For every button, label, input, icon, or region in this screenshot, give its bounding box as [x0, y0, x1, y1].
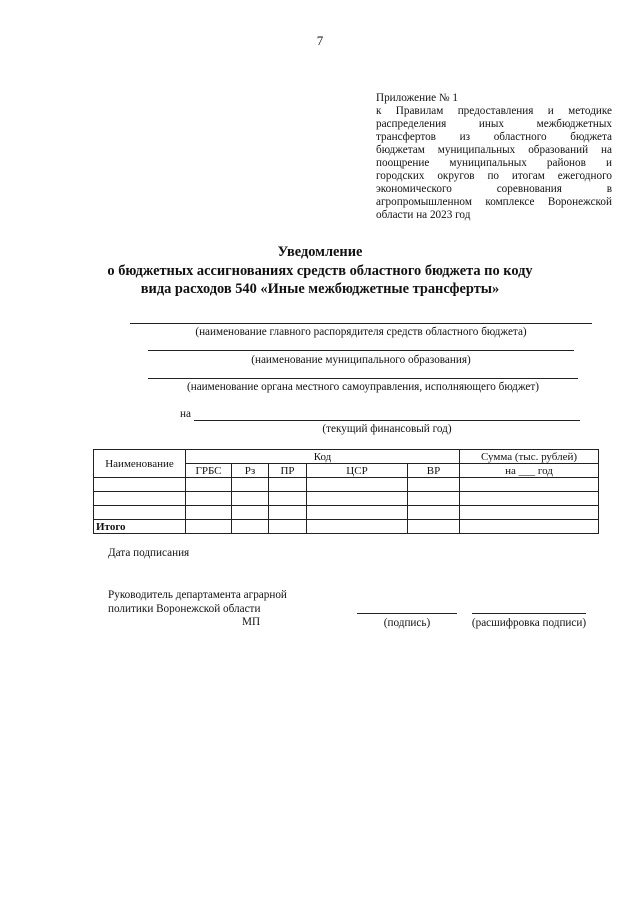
appendix-line: трансфертов из областного бюджета — [376, 131, 612, 143]
appendix-reference — [376, 92, 612, 222]
header-grbs: ГРБС — [186, 464, 232, 478]
header-name: Наименование — [94, 450, 186, 478]
head-title-line1: Руководитель департамента аграрной — [108, 589, 287, 601]
header-code: Код — [186, 450, 460, 464]
year-prefix: на — [180, 408, 191, 420]
page-number: 7 — [316, 33, 324, 48]
head-title-line2: политики Воронежской области — [108, 603, 261, 615]
header-pr: ПР — [269, 464, 307, 478]
document-subtitle-line2: вида расходов 540 «Иные межбюджетные трансферты» — [140, 281, 500, 297]
stamp-label: МП — [242, 616, 261, 628]
table-total-row — [94, 520, 599, 534]
municipality-line — [148, 350, 574, 351]
table-row — [94, 492, 599, 506]
local-government-caption: (наименование органа местного самоуправления, исполняющего бюджет) — [186, 381, 539, 393]
appendix-line: поощрение муниципальных районов и — [376, 157, 612, 169]
appendix-line: области на 2023 год — [376, 209, 471, 221]
year-line — [194, 420, 580, 421]
year-caption: (текущий финансовый год) — [322, 423, 452, 435]
header-csr: ЦСР — [307, 464, 408, 478]
document-title: Уведомление — [277, 244, 363, 260]
header-vr: ВР — [408, 464, 460, 478]
local-government-line — [148, 378, 578, 379]
header-sum-year: на ___ год — [460, 464, 599, 478]
main-manager-caption: (наименование главного распорядителя средств областного бюджета) — [195, 326, 527, 338]
document-subtitle-line1: о бюджетных ассигнованиях средств областного бюджета по коду — [107, 263, 533, 279]
signature-line — [357, 613, 457, 614]
decode-line — [472, 613, 586, 614]
municipality-caption: (наименование муниципального образования) — [251, 354, 471, 366]
signing-date-label: Дата подписания — [108, 547, 190, 559]
table-row — [94, 478, 599, 492]
appendix-line: экономического соревнования в — [376, 183, 612, 195]
appendix-line: городских округов по итогам ежегодного — [376, 170, 612, 182]
header-rz: Рз — [232, 464, 269, 478]
signature-caption: (подпись) — [383, 617, 431, 629]
appendix-line: Приложение № 1 — [376, 92, 458, 104]
appendix-line: бюджетам муниципальных образований на — [376, 144, 612, 156]
total-label: Итого — [94, 520, 186, 534]
appendix-line: агропромышленном комплексе Воронежской — [376, 196, 612, 208]
appendix-line: к Правилам предоставления и методике — [376, 105, 612, 117]
table-header-row — [94, 450, 599, 464]
allocation-table — [93, 449, 599, 534]
main-manager-line — [130, 323, 592, 324]
table-row — [94, 506, 599, 520]
decode-caption: (расшифровка подписи) — [471, 617, 587, 629]
header-sum: Сумма (тыс. рублей) — [460, 450, 599, 464]
appendix-line: распределения иных межбюджетных — [376, 118, 612, 130]
